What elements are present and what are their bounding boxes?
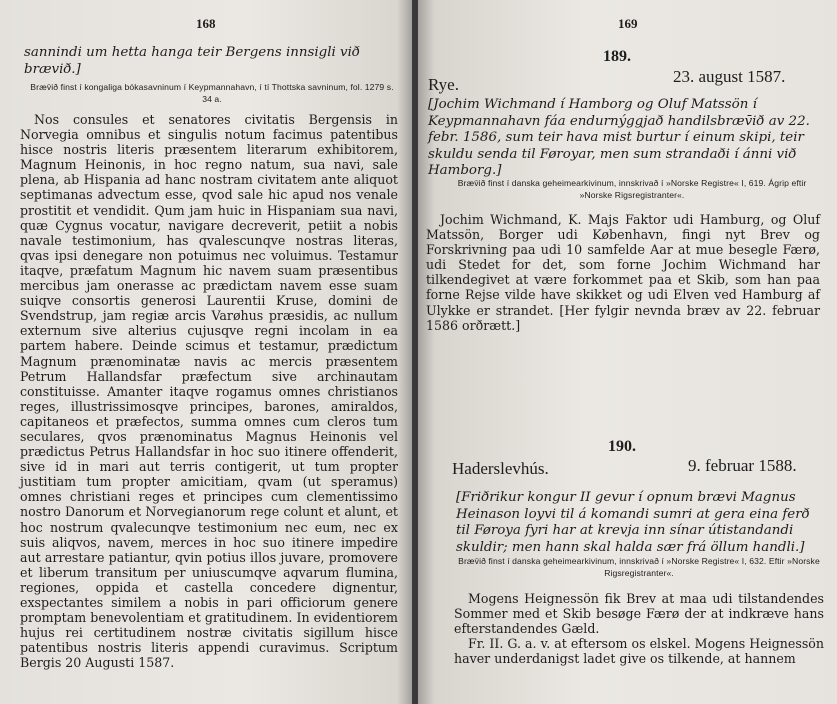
heading-italic: sannindi um hetta hanga teir Bergens innsigli við brævið.]: [24, 45, 360, 77]
right-page: [418, 0, 837, 704]
document-number: 189.: [603, 48, 631, 65]
document-number: 190.: [608, 438, 636, 455]
body-paragraph: Fr. II. G. a. v. at eftersom os elskel. Mogens Heignessön haver underdanigst ladet give os tilkende, at hannem: [454, 636, 824, 667]
body-paragraph: Mogens Heignessön fik Brev at maa udi tilstandendes Sommer med et Skib besøge Færø der at indkræve hans efterstandendes Gæld.: [454, 591, 824, 637]
document-summary: [Jochim Wichmand í Hamborg og Oluf Matssön í Keypmannahavn fáa endurnýggjað handilsbræv̄ið av 22. febr. 1586, sum teir hava mist burtur í einum skipi, teir skuldu senda til Føroyar, men sum strandaði í ánni við Hamborg.]: [428, 97, 810, 178]
document-body: Jochim Wichmand, K. Majs Faktor udi Hamburg, og Oluf Matssön, Borger udi København, fingi nyt Brev og Forskrivning paa udi 10 samfelde Aar at mue besegle Færø, udi Stedet for det, som forne Jochim Wichmand har tilkendegivet at være forkommet paa et Skib, som han paa forne Rejse vilde have skikket og udi Elven ved Hamburg af Ulykke er strandet. [Her fylgir nevnda bræv av 22. februar 1586 orðrætt.]: [426, 212, 820, 333]
left-page: [0, 0, 414, 704]
document-date: 9. februar 1588.: [688, 456, 797, 475]
document-date: 23. august 1587.: [673, 67, 786, 86]
source-note: Bræv̄ið finst í danska geheimearkivinum, innskrivað í »Norske Registre« I, 632. Eftir »Norske Rigsregistranter«.: [458, 556, 820, 578]
document-body: [454, 591, 824, 666]
source-note: Bræv̄ið finst í danska geheimearkivinum, innskrivað í »Norske Registre« I, 619. Ágrip eftir »Norske Rigsregistranter«.: [457, 178, 807, 200]
source-note: Bræv̄ið finst í kongaliga bókasavninum í Keypmannahavn, í tí Thottska savninum, fol. 1279 s. 34 a.: [30, 82, 394, 104]
latin-body-text: Nos consules et senatores civitatis Bergensis in Norvegia omnibus et singulis notum facimus patentibus hisce nostris literis præsentem literarum exhibitorem, Magnum Heinonis, in hoc regno natum, sua navi, sale plena, ab Hispania ad hanc nostram civitatem ante aliquot septimanas advectum esse, qvod sale hic apud nos venale prostitit et vendidit. Qum jam huic in Hispaniam sua navi, quæ Cygnus vocatur, navigare decreverit, petiit a nobis navale testimonium, has qvalescunqve nostras literas, qvas ipsi denegare non potuimus nec voluimus. Testamur itaqve, præfatum Magnum hic navem suam præsentibus mercibus jam onerasse ac prædictam navem esse suam suiqve consortis generosi Laurentii Kruse, domini de Svendstrup, jam regiæ arcis Varøhus præsidis, ac nullum externum sive alterius cujusqve regni incolam in ea partem habere. Deinde scimus et testamur, prædictum Magnum prænominatæ navis ac mercis præsentem Petrum Hallandsfar præfectum sive archinautam constituisse. Amanter itaqve rogamus omnes christianos reges, illustrissimosqve principes, barones, amiraldos, capitaneos et præfectos, summa omnes cum cleros tum seculares, qvos prænominatus Magnus Heinonis vel prædictus Petrus Hallandsfar in hoc suo itinere offenderit, sive id in mari aut terris contigerit, ut tum propter justitiam tum propter amicitiam, qvam (ut speramus) omnes christiani reges et principes cum clementissimo nostro Danorum et Norvegianorum rege colunt et alunt, et hoc nostrum qvalecunqve testimonium nec eum, nec ex suis aliqvos, navem, merces in hoc suo itinere impedire aut arrestare patiantur, qvin potius illos juvare, promovere et liberum transitum per uniuscumqve aqvarum flumina, regiones, oppida et castella concedere dignentur, exspectantes similem a nobis in pari officiorum genere promptam benevolentiam et gratitudinem. In evidentiorem hujus rei certitudinem nostræ civitatis sigillum hisce patentibus nostris literis appendi curavimus. Scriptum Bergis 20 Augusti 1587.: [20, 112, 398, 671]
document-place: Rye.: [428, 75, 459, 94]
page-number: 168: [196, 16, 216, 31]
document-place: Haderslevhús.: [452, 459, 549, 478]
page-number: 169: [618, 16, 638, 31]
document-summary: [Friðrikur kongur II gevur í opnum brævi Magnus Heinason loyvi til á komandi sumri at gera eina ferð til Føroya fyri har at krevja inn sínar útistandandi skuldir; men hann skal halda sær frá öllum handli.]: [456, 490, 810, 555]
